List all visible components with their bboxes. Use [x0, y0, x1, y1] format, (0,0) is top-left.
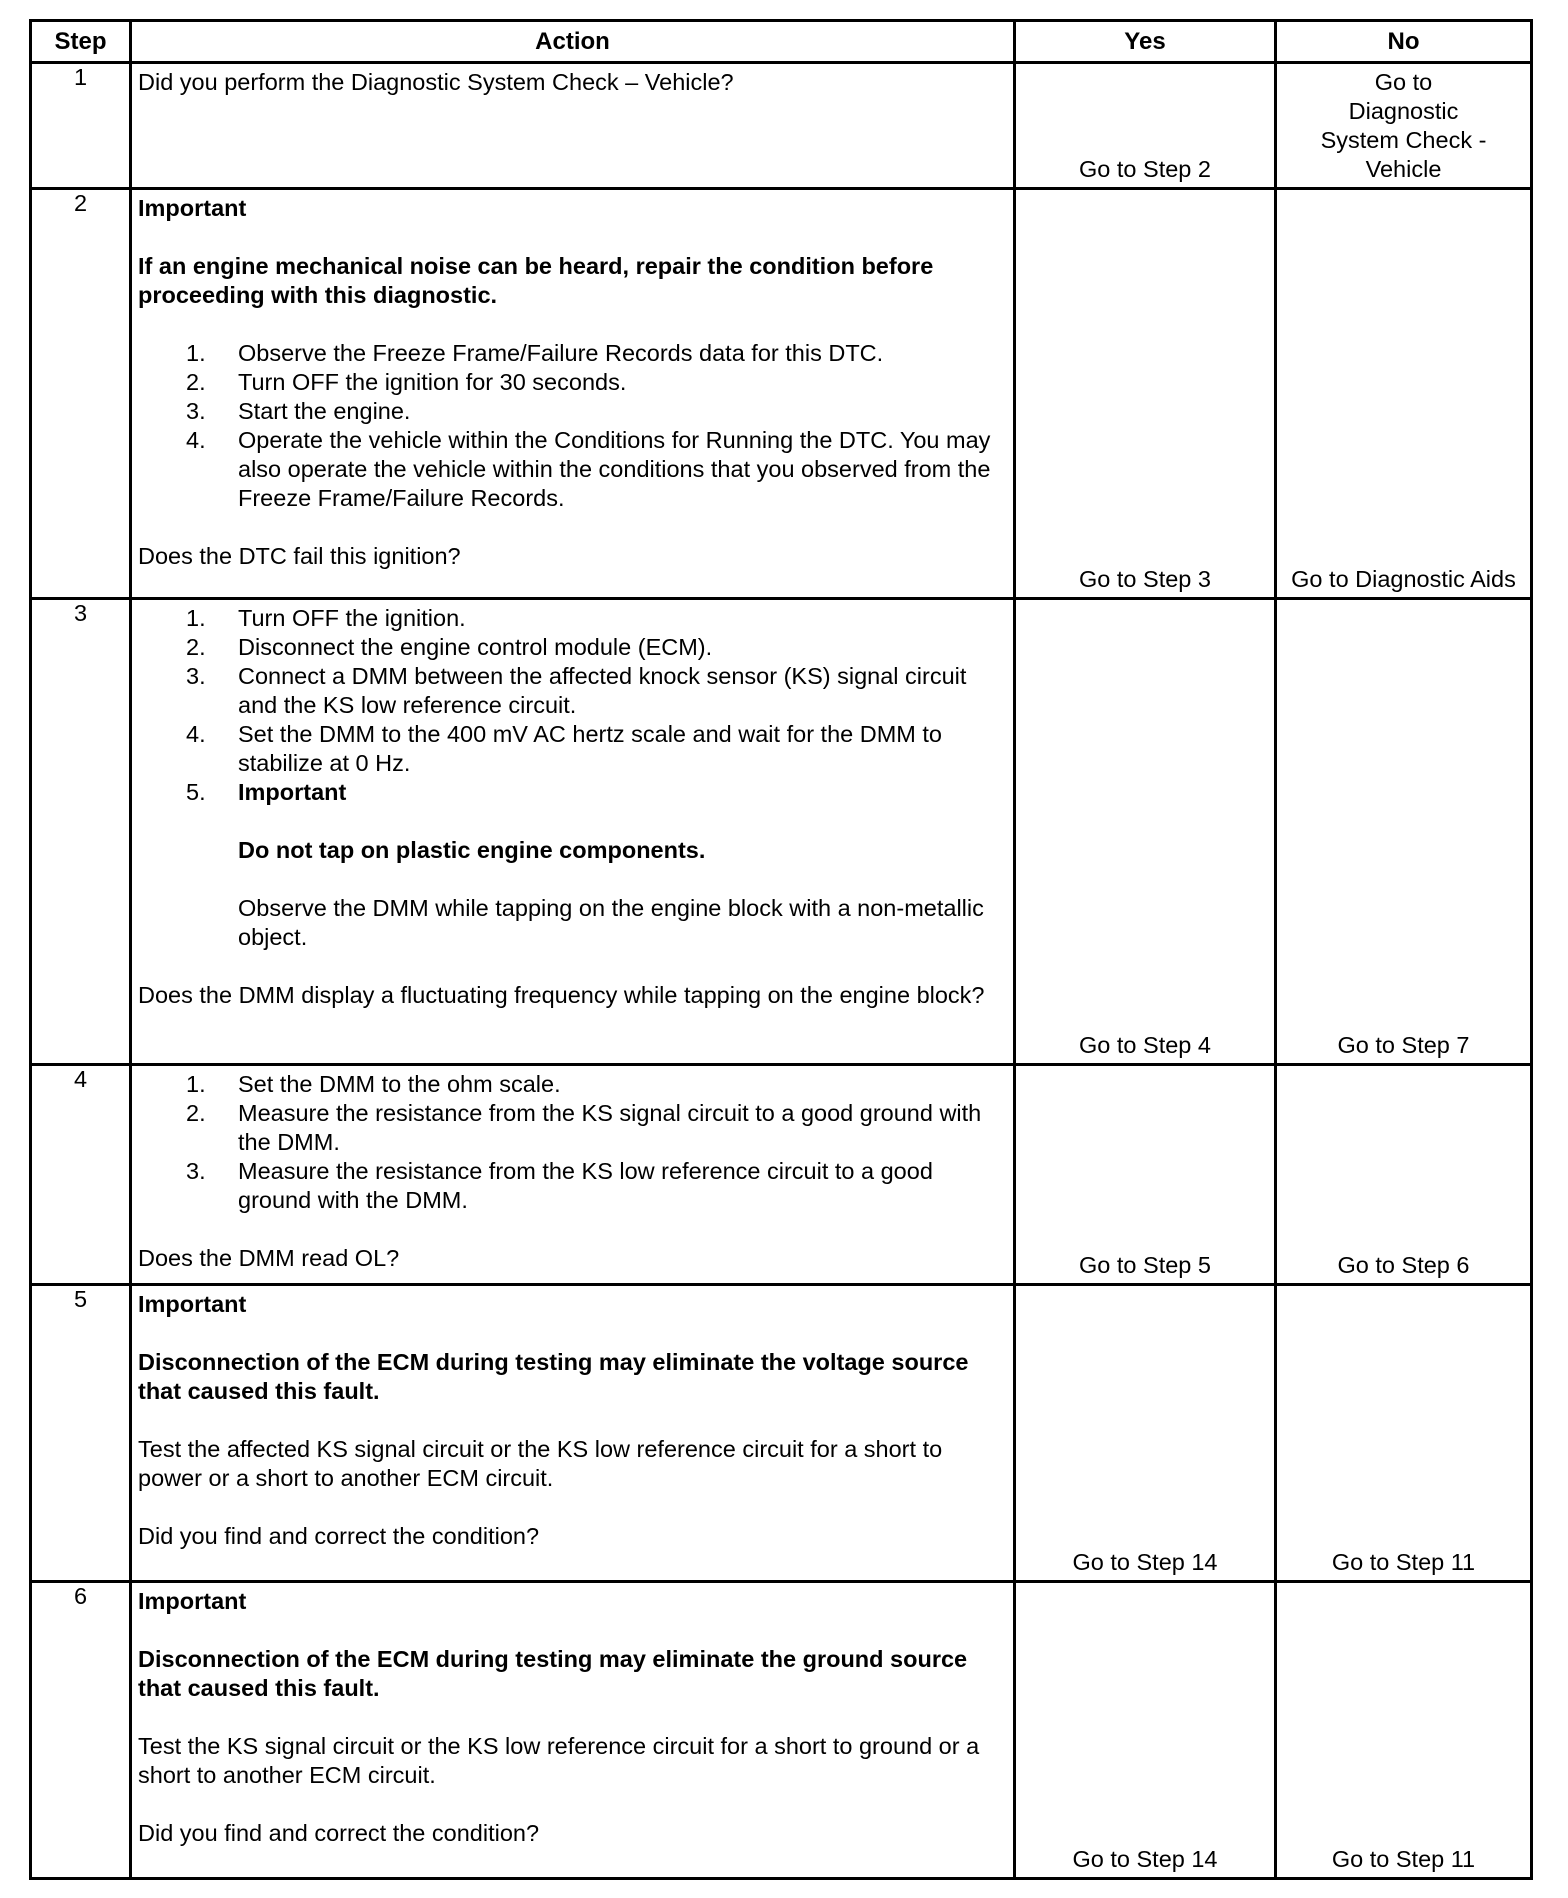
header-step: Step [31, 21, 131, 63]
important-label: Important [138, 1291, 247, 1317]
important-label: Important [138, 1588, 247, 1614]
yes-link[interactable]: Go to Step 2 [1079, 156, 1211, 182]
important-note: Do not tap on plastic engine components. [238, 837, 706, 863]
list-item: 3. Connect a DMM between the affected knock sensor (KS) signal circuit and the KS low reference circuit. [186, 663, 967, 718]
no-link[interactable]: Go to Step 11 [1331, 1846, 1476, 1872]
yes-link[interactable]: Go to Step 4 [1079, 1032, 1211, 1058]
yes-link[interactable]: Go to Step 5 [1079, 1252, 1211, 1278]
table-row [31, 189, 1532, 599]
yes-link[interactable]: Go to Step 3 [1079, 566, 1211, 592]
question: Did you find and correct the condition? [138, 1523, 540, 1549]
no-cell [1276, 1582, 1532, 1879]
important-note: If an engine mechanical noise can be heard, repair the condition before proceeding with this diagnostic. [138, 253, 934, 308]
no-cell [1276, 1065, 1532, 1285]
table-row [31, 599, 1532, 1065]
header-action: Action [131, 21, 1015, 63]
table-row [31, 1582, 1532, 1879]
list-item: 2. Turn OFF the ignition for 30 seconds. [186, 369, 627, 395]
list-item: 3. Measure the resistance from the KS low reference circuit to a good ground with the DMM. [186, 1158, 933, 1213]
instruction-text: Test the KS signal circuit or the KS low reference circuit for a short to ground or a short to another ECM circuit. [138, 1733, 980, 1788]
list-item: 1. Observe the Freeze Frame/Failure Records data for this DTC. [186, 340, 884, 366]
list-item: 4. Operate the vehicle within the Conditions for Running the DTC. You may also operate the vehicle within the conditions that you observed from the Freeze Frame/Failure Records. [186, 427, 991, 511]
important-note: Disconnection of the ECM during testing may eliminate the voltage source that caused this fault. [138, 1349, 969, 1404]
step-number: 1 [31, 63, 131, 189]
no-link[interactable]: Go to Diagnostic System Check - Vehicle [1320, 69, 1487, 182]
question: Did you find and correct the condition? [138, 1820, 540, 1846]
step-number: 4 [31, 1065, 131, 1285]
no-cell [1276, 63, 1532, 189]
question: Does the DTC fail this ignition? [138, 543, 461, 569]
no-cell [1276, 1285, 1532, 1582]
procedure-list [138, 339, 1007, 513]
question: Does the DMM display a fluctuating frequency while tapping on the engine block? [138, 982, 985, 1008]
no-link[interactable]: Go to Step 11 [1331, 1549, 1476, 1575]
step-number: 3 [31, 599, 131, 1065]
no-link[interactable]: Go to Diagnostic Aids [1291, 566, 1516, 592]
diagnostic-table [29, 19, 1533, 1880]
yes-cell [1015, 599, 1276, 1065]
question: Does the DMM read OL? [138, 1245, 400, 1271]
list-item: 1. Set the DMM to the ohm scale. [186, 1071, 561, 1097]
yes-cell [1015, 1065, 1276, 1285]
table-row [31, 1285, 1532, 1582]
procedure-list [138, 604, 1007, 952]
no-link[interactable]: Go to Step 7 [1337, 1032, 1470, 1058]
question: Did you perform the Diagnostic System Check – Vehicle? [138, 69, 734, 95]
action-cell [131, 1582, 1015, 1879]
action-cell [131, 599, 1015, 1065]
yes-cell [1015, 1285, 1276, 1582]
step-number: 5 [31, 1285, 131, 1582]
important-label: Important [238, 779, 347, 805]
list-item: 2. Measure the resistance from the KS signal circuit to a good ground with the DMM. [186, 1100, 982, 1155]
list-item: 4. Set the DMM to the 400 mV AC hertz scale and wait for the DMM to stabilize at 0 Hz. [186, 721, 942, 776]
instruction-text: Test the affected KS signal circuit or the KS low reference circuit for a short to power or a short to another ECM circuit. [138, 1436, 943, 1491]
no-cell [1276, 599, 1532, 1065]
yes-link[interactable]: Go to Step 14 [1072, 1846, 1218, 1872]
list-item: 1. Turn OFF the ignition. [186, 605, 466, 631]
step-number: 2 [31, 189, 131, 599]
table-row [31, 63, 1532, 189]
header-yes: Yes [1015, 21, 1276, 63]
yes-cell [1015, 189, 1276, 599]
procedure-list [138, 1070, 1007, 1215]
action-cell [131, 1285, 1015, 1582]
header-row [31, 21, 1532, 63]
yes-link[interactable]: Go to Step 14 [1072, 1549, 1218, 1575]
yes-cell [1015, 1582, 1276, 1879]
action-cell [131, 189, 1015, 599]
instruction-text: Observe the DMM while tapping on the engine block with a non-metallic object. [238, 895, 984, 950]
table-row [31, 1065, 1532, 1285]
list-item: 2. Disconnect the engine control module (ECM). [186, 634, 713, 660]
action-cell [131, 63, 1015, 189]
no-cell [1276, 189, 1532, 599]
important-note: Disconnection of the ECM during testing may eliminate the ground source that caused this fault. [138, 1646, 968, 1701]
list-item: 5. Important Do not tap on plastic engine components. Observe the DMM while tapping on the engine block with a non-metallic object. [138, 778, 1007, 952]
important-label: Important [138, 195, 247, 221]
header-no: No [1276, 21, 1532, 63]
action-cell [131, 1065, 1015, 1285]
no-link[interactable]: Go to Step 6 [1337, 1252, 1470, 1278]
step-number: 6 [31, 1582, 131, 1879]
list-item: 3. Start the engine. [186, 398, 411, 424]
yes-cell [1015, 63, 1276, 189]
